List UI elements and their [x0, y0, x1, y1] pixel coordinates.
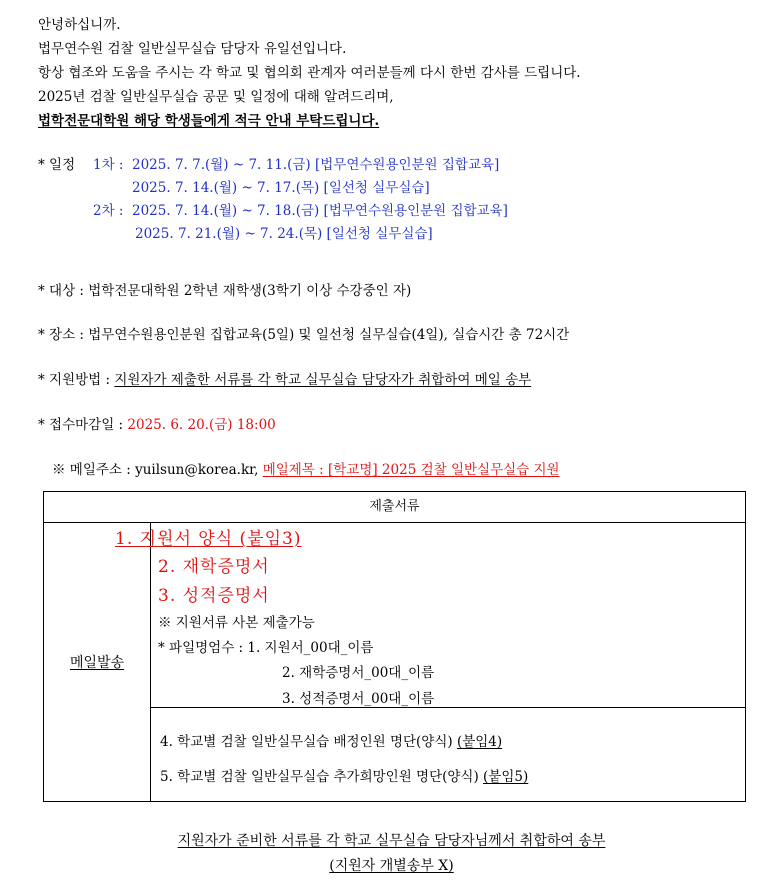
attachment-5: (붙임5)	[483, 769, 529, 785]
footer-instruction: 지원자가 준비한 서류를 각 학교 실무실습 담당자님께서 취합하여 송부	[177, 833, 606, 849]
method-text: 지원자가 제출한 서류를 각 학교 실무실습 담당자가 취합하여 메일 송부	[114, 372, 532, 388]
footer-note: (지원자 개별송부 X)	[329, 858, 454, 874]
doc-transcript: 3. 성적증명서	[158, 586, 270, 606]
copy-allowed-note: ※ 지원서류 사본 제출가능	[158, 615, 315, 631]
attachment-4: (붙임4)	[456, 734, 503, 750]
intro-request: 법학전문대학원 해당 학생들에게 적극 안내 부탁드립니다.	[38, 113, 380, 129]
schedule-label: * 일정	[38, 157, 76, 173]
mail-subject: 메일제목 : [학교명] 2025 검찰 일반실무실습 지원	[262, 462, 560, 478]
intro-notice: 2025년 검찰 일반실무실습 공문 및 일정에 대해 알려드리며,	[38, 89, 394, 105]
file-naming-enrollment: 2. 재학증명서_00대_이름	[282, 665, 435, 681]
deadline-label: * 접수마감일 :	[38, 417, 128, 433]
doc-enrollment-certificate: 2. 재학증명서	[158, 557, 270, 577]
schedule-round1-label: 1차 :	[93, 157, 124, 173]
file-naming-rule: * 파일명엄수 : 1. 지원서_00대_이름	[158, 640, 374, 656]
file-naming-transcript: 3. 성적증명서_00대_이름	[282, 691, 435, 707]
intro-thanks: 항상 협조와 도움을 주시는 각 학교 및 협의회 관계자 여러분들께 다시 한번 감사를 드립니다.	[38, 65, 581, 81]
schedule-round1-a: 2025. 7. 7.(월) ~ 7. 11.(금) [법무연수원용인분원 집합교육]	[132, 157, 500, 173]
schedule-round2-a: 2025. 7. 14.(월) ~ 7. 18.(금) [법무연수원용인분원 집합교육]	[132, 203, 508, 219]
doc-assigned-roster: 4. 학교별 검찰 일반실무실습 배정인원 명단(양식) (붙임4)	[160, 734, 503, 750]
schedule-round2-b: 2025. 7. 21.(월) ~ 7. 24.(목) [일선청 실무실습]	[135, 226, 433, 242]
greeting: 안녕하십니까.	[38, 17, 121, 33]
schedule-round2-label: 2차 :	[93, 203, 124, 219]
doc-application-form: 1. 지원서 양식 (붙임3)	[115, 529, 302, 549]
deadline-line	[38, 415, 276, 435]
documents-table-header: 제출서류	[44, 492, 745, 523]
documents-table-divider	[151, 707, 745, 708]
schedule-round1-b: 2025. 7. 14.(월) ~ 7. 17.(목) [일선청 실무실습]	[132, 180, 430, 196]
documents-table-left-cell	[44, 522, 151, 801]
mail-address: ※ 메일주소 : yuilsun@korea.kr,	[52, 462, 263, 478]
method-line	[38, 370, 531, 390]
send-by-mail-label: 메일발송	[69, 655, 125, 671]
intro-sender: 법무연수원 검찰 일반실무실습 담당자 유일선입니다.	[38, 41, 347, 57]
deadline-value: 2025. 6. 20.(금) 18:00	[127, 417, 276, 433]
target-line: * 대상 : 법학전문대학원 2학년 재학생(3학기 이상 수강중인 자)	[38, 283, 412, 299]
doc-additional-roster: 5. 학교별 검찰 일반실무실습 추가희망인원 명단(양식) (붙임5)	[160, 769, 529, 785]
place-line: * 장소 : 법무연수원용인분원 집합교육(5일) 및 일선청 실무실습(4일), 실습시간 총 72시간	[38, 327, 570, 343]
method-label: * 지원방법 :	[38, 372, 115, 388]
mail-line	[52, 460, 560, 480]
